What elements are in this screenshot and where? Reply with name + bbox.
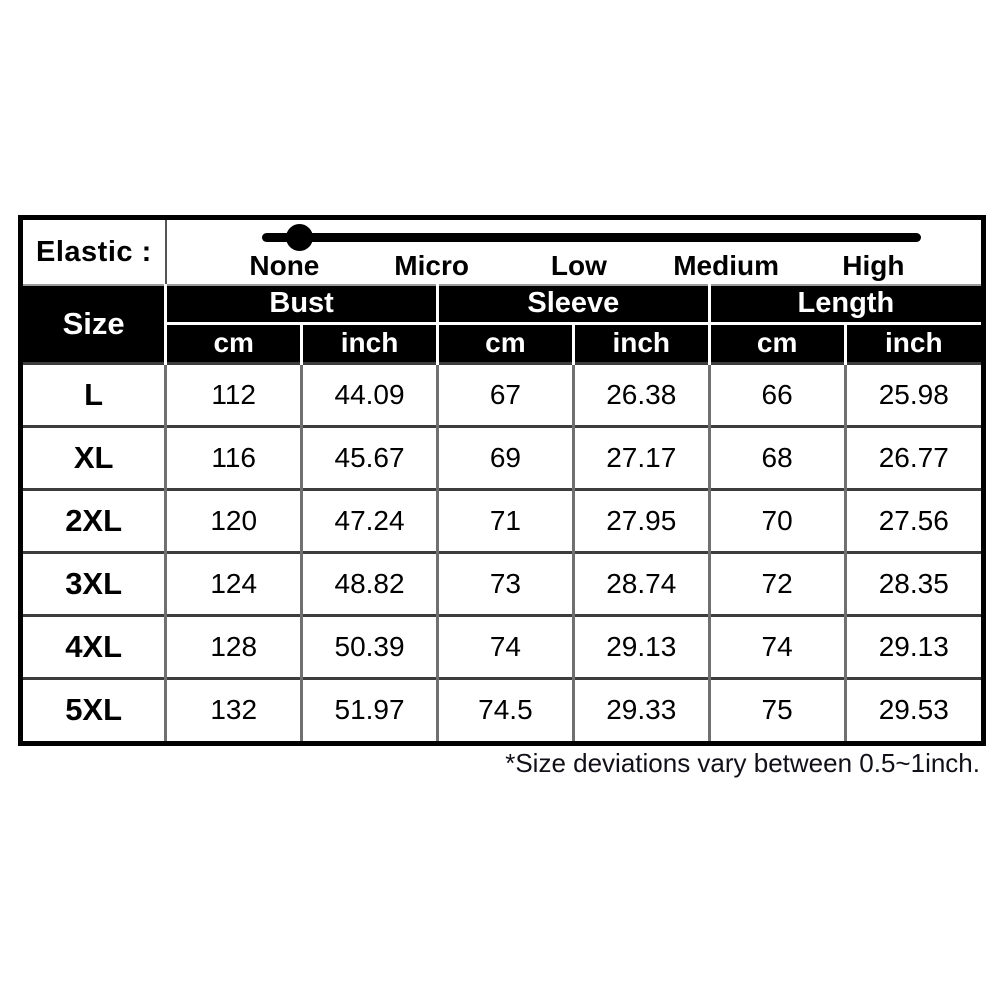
elastic-slider [167,220,981,284]
bust-cm-cell: 128 [166,615,302,678]
sleeve-cm-cell: 74 [437,615,573,678]
length-cm-cell: 75 [709,678,845,741]
bust-inch-header: inch [302,323,438,363]
bust-cm-cell: 124 [166,552,302,615]
sleeve-cm-cell: 74.5 [437,678,573,741]
sleeve-inch-cell: 28.74 [573,552,709,615]
size-chart-table [18,215,986,746]
length-header: Length [709,285,981,323]
sleeve-cm-cell: 73 [437,552,573,615]
length-inch-cell: 25.98 [845,363,981,426]
length-cm-cell: 74 [709,615,845,678]
bust-cm-cell: 132 [166,678,302,741]
size-cell: 2XL [23,489,166,552]
length-inch-cell: 29.53 [845,678,981,741]
slider-track [262,233,921,242]
sleeve-cm-header: cm [437,323,573,363]
table-row-5XL [23,678,981,741]
length-inch-cell: 29.13 [845,615,981,678]
sleeve-inch-header: inch [573,323,709,363]
size-cell: 5XL [23,678,166,741]
table-row-L [23,363,981,426]
bust-cm-cell: 120 [166,489,302,552]
bust-cm-cell: 112 [166,363,302,426]
elastic-level-micro: Micro [394,250,469,282]
elastic-level-labels [211,251,947,282]
sleeve-inch-cell: 27.95 [573,489,709,552]
elastic-level-low: Low [550,250,607,282]
elastic-level-medium: Medium [673,250,780,282]
elastic-scale [166,220,981,285]
table-row-2XL [23,489,981,552]
bust-cm-cell: 116 [166,426,302,489]
sleeve-cm-cell: 71 [437,489,573,552]
size-deviation-note: *Size deviations vary between 0.5~1inch. [505,748,980,778]
bust-inch-cell: 44.09 [302,363,438,426]
size-column-header: Size [23,285,166,363]
elastic-label: Elastic : [23,220,166,285]
length-cm-header: cm [709,323,845,363]
size-chart [23,220,981,741]
sleeve-cm-cell: 67 [437,363,573,426]
bust-cm-header: cm [166,323,302,363]
length-cm-cell: 66 [709,363,845,426]
sleeve-inch-cell: 27.17 [573,426,709,489]
length-inch-cell: 26.77 [845,426,981,489]
size-cell: L [23,363,166,426]
length-cm-cell: 70 [709,489,845,552]
length-cm-cell: 68 [709,426,845,489]
bust-inch-cell: 50.39 [302,615,438,678]
units-header-row [23,323,981,363]
table-row-4XL [23,615,981,678]
slider-thumb-icon [286,224,313,251]
size-cell: XL [23,426,166,489]
size-cell: 3XL [23,552,166,615]
sleeve-header: Sleeve [437,285,709,323]
bust-header: Bust [166,285,438,323]
elastic-row [23,220,981,285]
bust-inch-cell: 48.82 [302,552,438,615]
sleeve-inch-cell: 29.33 [573,678,709,741]
bust-inch-cell: 45.67 [302,426,438,489]
table-row-XL [23,426,981,489]
elastic-level-none: None [249,250,320,282]
length-cm-cell: 72 [709,552,845,615]
elastic-level-high: High [842,250,905,282]
bust-inch-cell: 51.97 [302,678,438,741]
sleeve-cm-cell: 69 [437,426,573,489]
table-row-3XL [23,552,981,615]
length-inch-cell: 27.56 [845,489,981,552]
bust-inch-cell: 47.24 [302,489,438,552]
sleeve-inch-cell: 29.13 [573,615,709,678]
group-header-row [23,285,981,323]
size-cell: 4XL [23,615,166,678]
length-inch-cell: 28.35 [845,552,981,615]
sleeve-inch-cell: 26.38 [573,363,709,426]
length-inch-header: inch [845,323,981,363]
